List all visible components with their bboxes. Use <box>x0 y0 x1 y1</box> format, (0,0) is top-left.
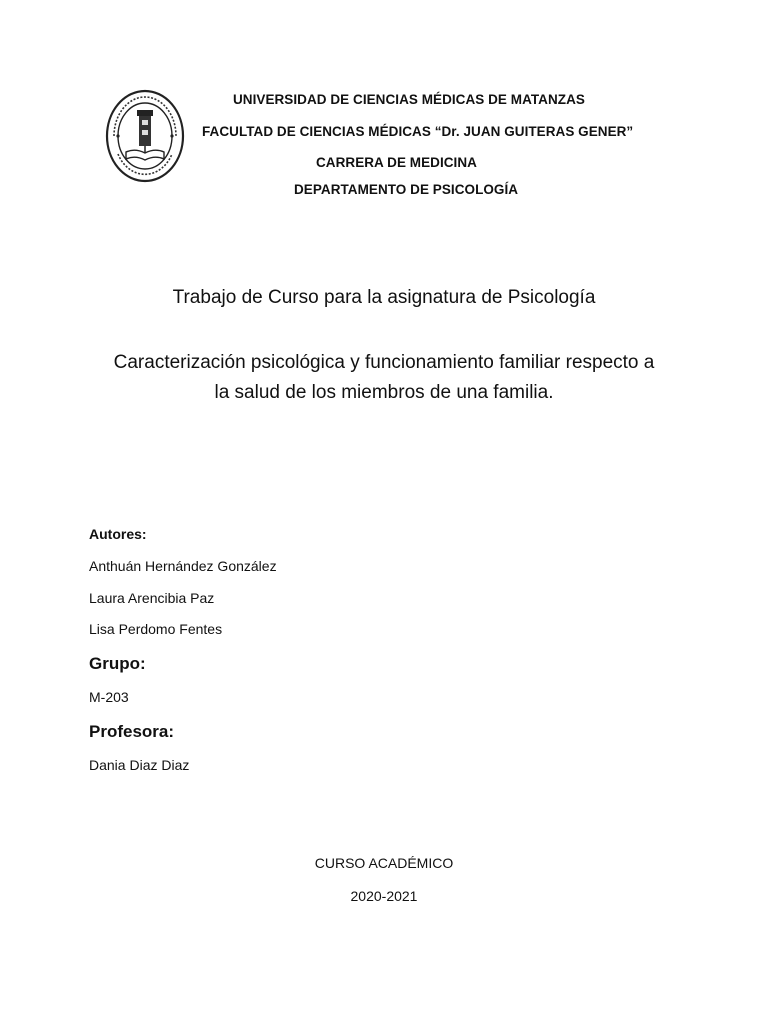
academic-year-value: 2020-2021 <box>350 888 418 904</box>
document-title-line-1: Caracterización psicológica y funcionamiento familiar respecto a <box>113 352 655 373</box>
document-title <box>70 348 698 408</box>
author-name: Laura Arencibia Paz <box>89 590 215 606</box>
teacher-name: Dania Diaz Diaz <box>89 757 190 773</box>
university-name: UNIVERSIDAD DE CIENCIAS MÉDICAS DE MATANZAS <box>233 92 585 107</box>
course-title: Trabajo de Curso para la asignatura de Psicología <box>172 287 596 308</box>
department-name: DEPARTAMENTO DE PSICOLOGÍA <box>294 182 519 197</box>
faculty-name: FACULTAD DE CIENCIAS MÉDICAS “Dr. JUAN GUITERAS GENER” <box>202 124 634 139</box>
teacher-label: Profesora: <box>89 722 175 741</box>
academic-year-label: CURSO ACADÉMICO <box>314 855 454 871</box>
author-name: Anthuán Hernández González <box>89 558 277 574</box>
authors-label: Autores: <box>89 526 147 542</box>
document-title-line-2: la salud de los miembros de una familia. <box>214 382 554 403</box>
group-label: Grupo: <box>89 654 146 673</box>
faculty-seal-icon <box>104 88 186 184</box>
author-name: Lisa Perdomo Fentes <box>89 621 223 637</box>
career-name: CARRERA DE MEDICINA <box>316 155 477 170</box>
group-value: M-203 <box>89 689 129 705</box>
